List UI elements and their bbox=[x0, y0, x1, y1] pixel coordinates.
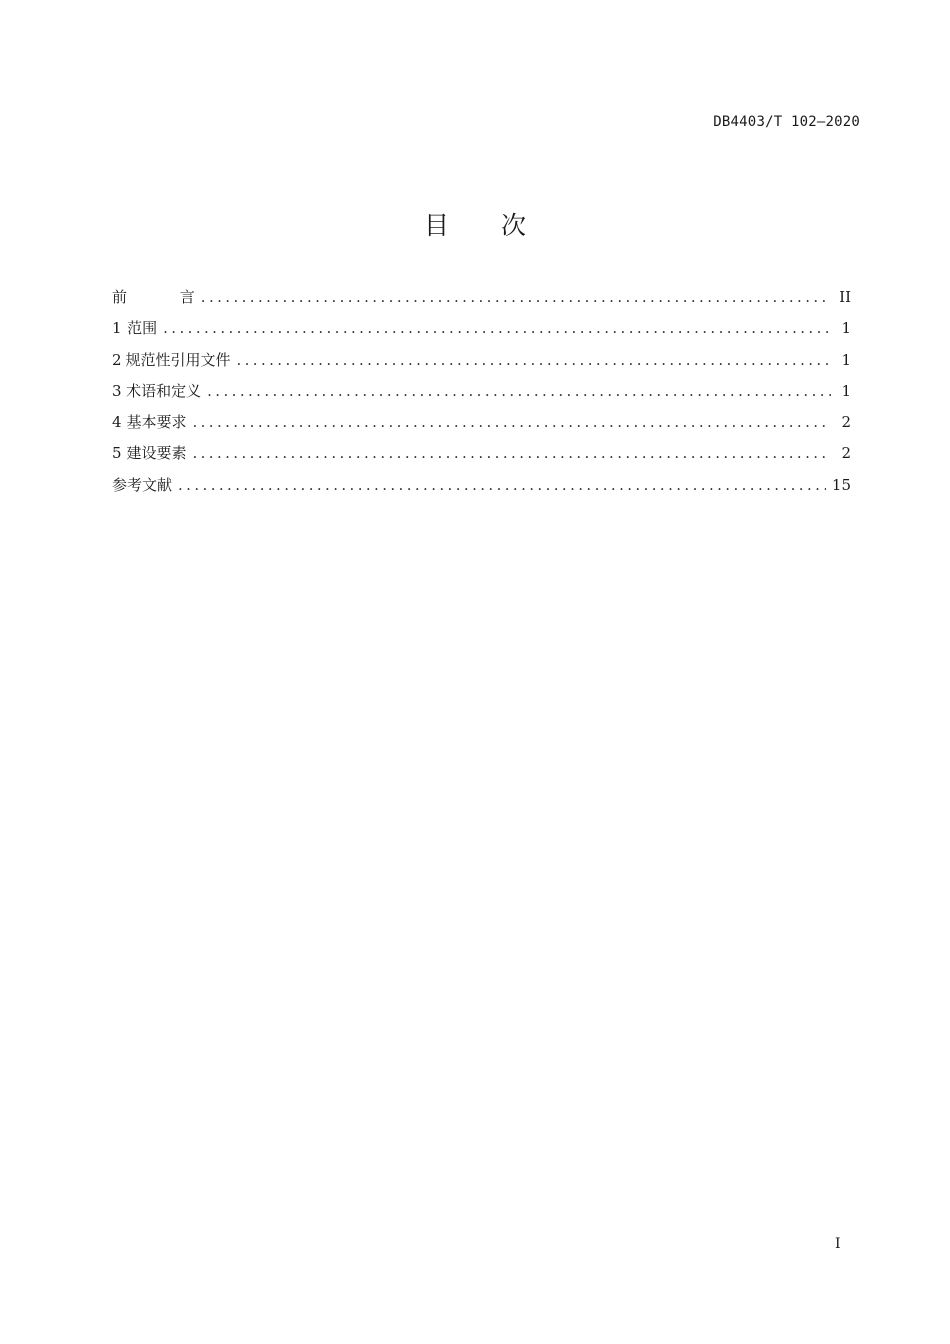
page-title-char-1: 目 bbox=[423, 211, 449, 240]
toc-entry-terms-definitions[interactable] bbox=[112, 380, 851, 411]
toc-entry-label: 前 言 bbox=[112, 288, 219, 306]
toc-entry-foreword[interactable] bbox=[112, 286, 851, 317]
toc-entry-number: 5 bbox=[112, 444, 122, 463]
toc-entry-page: II bbox=[839, 288, 851, 306]
toc-entry-scope[interactable] bbox=[112, 317, 851, 348]
toc-entry-label: 范围 bbox=[127, 319, 158, 338]
toc-entry-label: 建设要素 bbox=[126, 444, 187, 463]
toc-entry-number: 2 bbox=[112, 350, 122, 369]
toc-entry-construction-elements[interactable] bbox=[112, 442, 851, 473]
toc-leader-dots bbox=[192, 413, 831, 431]
toc-leader-dots bbox=[236, 351, 831, 369]
toc-entry-number: 3 bbox=[112, 381, 122, 400]
toc-entry-bibliography[interactable] bbox=[112, 474, 851, 505]
toc-entry-number: 1 bbox=[112, 319, 122, 338]
toc-leader-dots bbox=[207, 382, 831, 400]
toc-entry-page: 1 bbox=[841, 381, 851, 400]
toc-entry-label: 基本要求 bbox=[126, 413, 187, 432]
page-title-char-2: 次 bbox=[501, 211, 527, 240]
toc-entry-page: 2 bbox=[841, 444, 851, 463]
toc-entry-page: 2 bbox=[841, 413, 851, 432]
toc-entry-label: 规范性引用文件 bbox=[125, 350, 231, 369]
document-code: DB4403/T 102—2020 bbox=[713, 114, 860, 130]
toc-entry-label: 术语和定义 bbox=[126, 381, 202, 400]
toc-leader-dots bbox=[163, 319, 831, 337]
toc-entry-basic-requirements[interactable] bbox=[112, 411, 851, 442]
toc-leader-dots bbox=[178, 476, 826, 494]
toc-entry-number: 4 bbox=[112, 413, 122, 432]
table-of-contents bbox=[112, 286, 851, 505]
toc-entry-page: 1 bbox=[841, 350, 851, 369]
page-number: I bbox=[835, 1236, 841, 1252]
toc-entry-page: 15 bbox=[831, 475, 851, 494]
toc-entry-label: 参考文献 bbox=[112, 475, 173, 494]
toc-leader-dots bbox=[201, 288, 831, 306]
toc-entry-normative-references[interactable] bbox=[112, 349, 851, 380]
toc-leader-dots bbox=[192, 444, 831, 462]
page-title bbox=[0, 206, 950, 242]
toc-entry-page: 1 bbox=[841, 319, 851, 338]
